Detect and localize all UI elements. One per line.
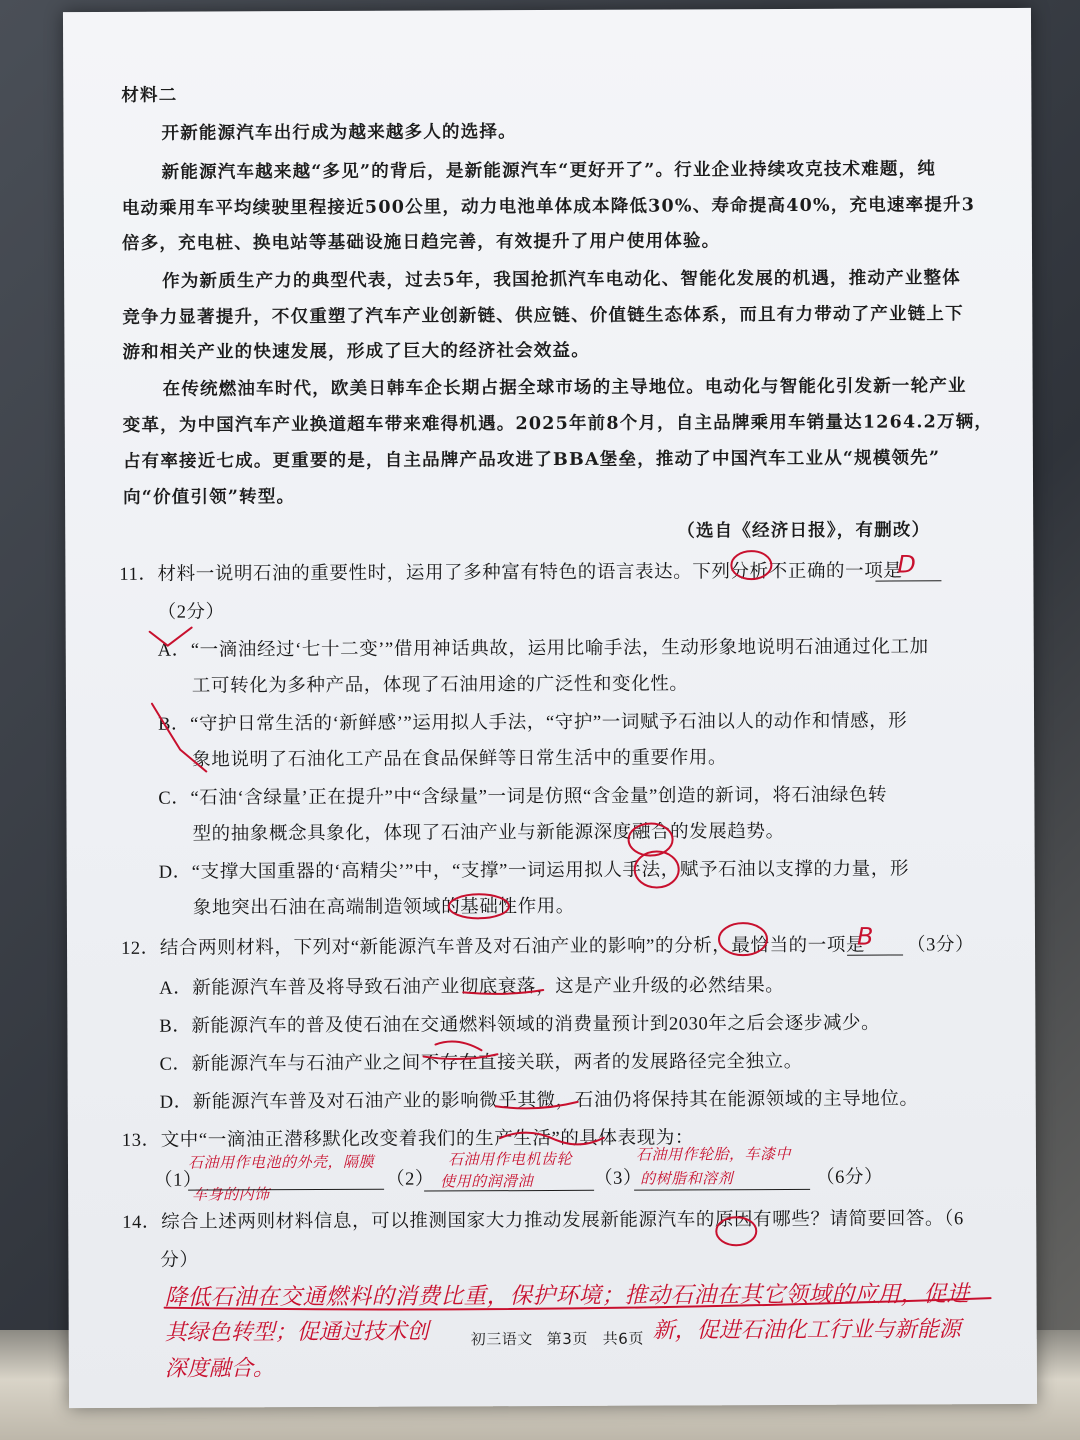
q12-option: A．新能源汽车普及将导致石油产业彻底衰落，这是产业升级的必然结果。: [159, 975, 785, 999]
q11-stem: 11．材料一说明石油的重要性时，运用了多种富有特色的语言表达。下列分析不正确的一项是: [119, 561, 903, 585]
q13-answer-2: 石油用作电机齿轮: [447, 1149, 573, 1169]
material-paragraph: 作为新质生产力的典型代表，过去5年，我国抢抓汽车电动化、智能化发展的机遇，推动产业整体: [162, 268, 961, 292]
q12-option: C．新能源汽车与石油产业之间不存在直接关联，两者的发展路径完全独立。: [159, 1051, 803, 1075]
footer-subject: 初三语文: [470, 1330, 533, 1349]
q14-stem: 14．综合上述两则材料信息，可以推测国家大力推动发展新能源汽车的原因有哪些？请简要回答。（6: [122, 1209, 964, 1233]
q12-option: B．新能源汽车的普及使石油在交通燃料领域的消费量预计到2030年之后会逐步减少。: [159, 1013, 881, 1037]
material-paragraph: 变革，为中国汽车产业换道超车带来难得机遇。2025年前8个月，自主品牌乘用车销量达1264.2万辆，: [122, 412, 994, 436]
q14-handwritten-answer: 降低石油在交通燃料的消费比重，保护环境；推动石油在其它领域的应用，促进: [164, 1281, 970, 1311]
q14-stem-cont: 分）: [160, 1250, 199, 1271]
q13-answer-3-cont: 的树脂和溶剂: [640, 1169, 734, 1188]
exam-paper: [63, 8, 1037, 1408]
q13-stem: 13．文中“一滴油正潜移默化改变着我们的生产生活”的具体表现为：: [121, 1128, 695, 1151]
material-paragraph: 新能源汽车越来越“多见”的背后，是新能源汽车“更好开了”。行业企业持续攻克技术难题，纯: [161, 159, 937, 183]
material-paragraph: 竞争力显著提升，不仅重塑了汽车产业创新链、供应链、价值链生态体系，而且有力带动了产业链上下: [122, 304, 964, 328]
material-paragraph: 在传统燃油车时代，欧美日韩车企长期占据全球市场的主导地位。电动化与智能化引发新一轮产业: [162, 376, 967, 400]
q11-answer-blank: [875, 580, 941, 581]
q11-handwritten-answer: D: [897, 550, 917, 579]
q11-option: D．“支撑大国重器的‘高精尖’”中，“支撑”一词运用拟人手法，赋予石油以支撑的力量，形: [158, 859, 910, 883]
q11-option: A．“一滴油经过‘七十二变’”借用神话典故，运用比喻手法，生动形象地说明石油通过化工加: [157, 637, 929, 661]
q13-blank-1: [188, 1189, 384, 1191]
q11-option: 工可转化为多种产品，体现了石油用途的广泛性和变化性。: [191, 674, 689, 697]
q13-score: （6分）: [816, 1167, 884, 1188]
q13-label-3: （3）: [594, 1168, 643, 1189]
q13-blank-3: [634, 1189, 810, 1191]
q11-option: 象地突出石油在高端制造领域的基础性作用。: [192, 896, 575, 919]
q12-option: D．新能源汽车普及对石油产业的影响微乎其微，石油仍将保持其在能源领域的主导地位。: [159, 1089, 919, 1113]
q13-answer-1-cont: 车身的内饰: [192, 1185, 270, 1204]
q14-handwritten-answer-cont: 深度融合。: [164, 1356, 275, 1382]
footer-page: 第3页: [546, 1329, 588, 1349]
q12-answer-blank: [847, 954, 903, 955]
q13-label-1: （1）: [154, 1170, 203, 1191]
q12-stem: 12．结合两则材料，下列对“新能源汽车普及对石油产业的影响”的分析，最恰当的一项是: [121, 935, 866, 959]
q13-answer-3: 石油用作轮胎，车漆中: [635, 1144, 792, 1164]
q11-score: （2分）: [157, 602, 225, 623]
material-paragraph: 向“价值引领”转型。: [123, 487, 296, 508]
q13-answer-2-cont: 使用的润滑油: [440, 1172, 534, 1191]
q14-handwritten-answer-cont: 其绿色转型；促通过技术创: [164, 1319, 429, 1346]
q13-blank-2: [424, 1190, 594, 1192]
q12-handwritten-answer: B: [856, 922, 875, 951]
q11-option: 型的抽象概念具象化，体现了石油产业与新能源深度融合的发展趋势。: [192, 821, 785, 845]
material-heading: 材料二: [121, 85, 178, 106]
material-paragraph: 游和相关产业的快速发展，形成了巨大的经济社会效益。: [122, 340, 590, 363]
material-paragraph: 倍多，充电桩、换电站等基础设施日趋完善，有效提升了用户使用体验。: [121, 231, 721, 254]
material-paragraph: 占有率接近七成。更重要的是，自主品牌产品攻进了BBA堡垒，推动了中国汽车工业从“规模领先”: [122, 448, 941, 472]
q11-option: B．“守护日常生活的‘新鲜感’”运用拟人手法，“守护”一词赋予石油以人的动作和情感，形: [158, 711, 908, 735]
material-source: （选自《经济日报》，有删改）: [677, 520, 931, 542]
q13-label-2: （2）: [386, 1169, 435, 1190]
q12-score: （3分）: [906, 935, 975, 956]
q13-answer-1: 石油用作电池的外壳，隔膜: [187, 1152, 375, 1172]
material-paragraph: 开新能源汽车出行成为越来越多人的选择。: [161, 122, 517, 144]
q11-option: C．“石油‘含绿量’正在提升”中“含绿量”一词是仿照“含金量”创造的新词，将石油绿色转: [158, 785, 888, 809]
material-paragraph: 电动乘用车平均续驶里程接近500公里，动力电池单体成本降低30%、寿命提高40%，充电速率提升3: [121, 195, 976, 219]
q11-option: 象地说明了石油化工产品在食品保鲜等日常生活中的重要作用。: [192, 748, 728, 771]
footer-total: 共6页: [602, 1329, 644, 1348]
q14-handwritten-answer-cont: 新，促进石油化工行业与新能源: [652, 1317, 961, 1344]
